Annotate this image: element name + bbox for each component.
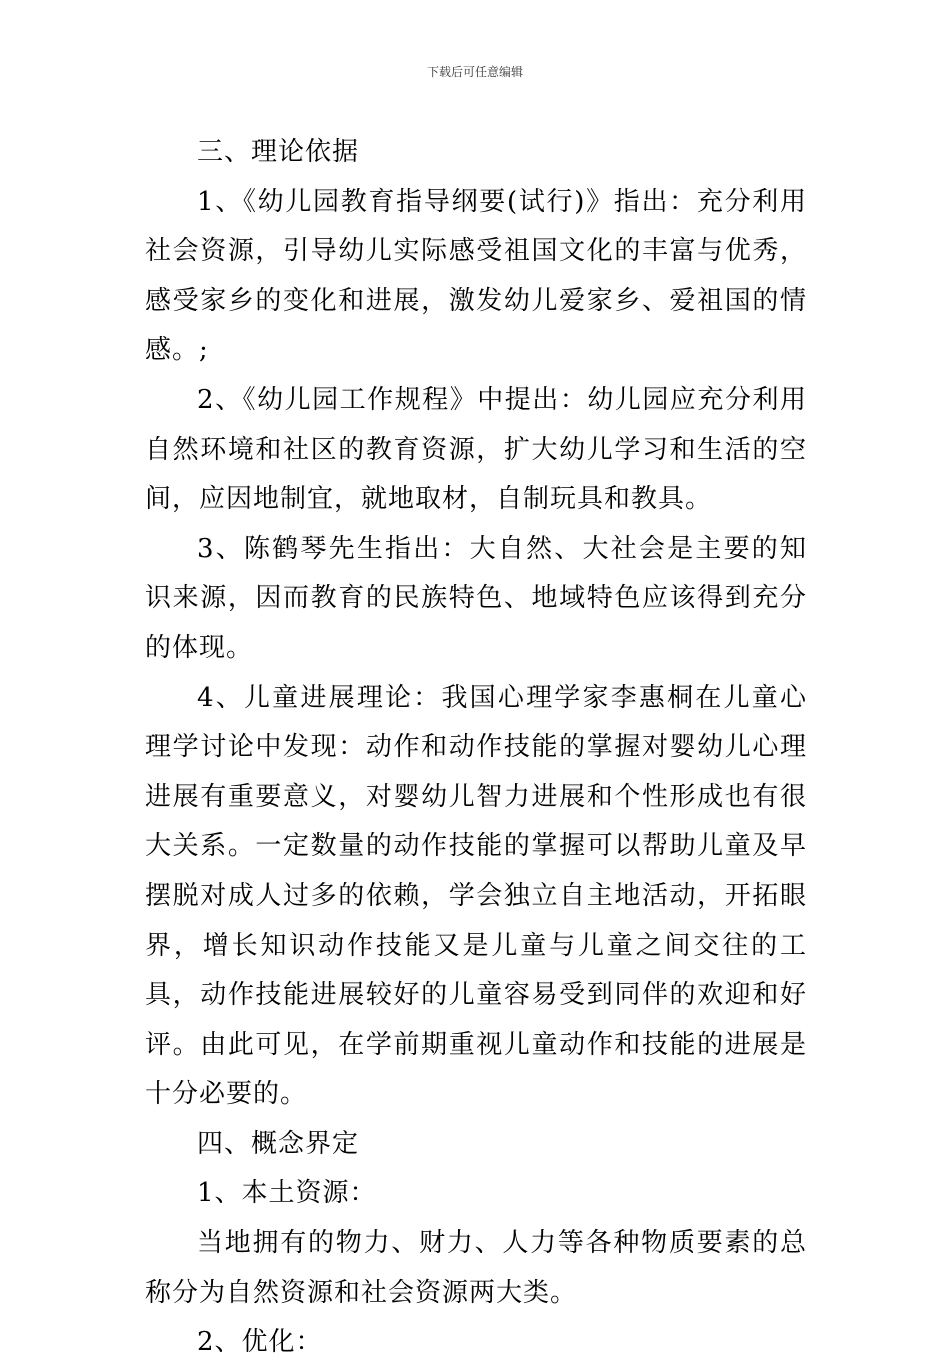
paragraph-item-1: 1、《幼儿园教育指导纲要(试行)》指出：充分利用社会资源，引导幼儿实际感受祖国文化的丰富与优秀，感受家乡的变化和进展，激发幼儿爱家乡、爱祖国的情感。; [145,186,807,366]
paragraph-item-2: 2、《幼儿园工作规程》中提出：幼儿园应充分利用自然环境和社区的教育资源，扩大幼儿学习和生活的空间，应因地制宜，就地取材，自制玩具和教具。 [145,384,807,515]
section-heading-theory-basis: 三、理论依据 [197,137,360,167]
subheading-optimization: 2、优化： [197,1327,323,1358]
page-header: 下载后可任意编辑 [426,65,523,79]
section-heading-concept-definition: 四、概念界定 [197,1128,360,1159]
paragraph-local-resources: 当地拥有的物力、财力、人力等各种物质要素的总称分为自然资源和社会资源两大类。 [145,1228,807,1308]
subheading-local-resources: 1、本土资源： [197,1178,377,1209]
document-body [145,128,807,1368]
paragraph-item-4: 4、儿童进展理论：我国心理学家李惠桐在儿童心理学讨论中发现：动作和动作技能的掌握对婴幼儿心理进展有重要意义，对婴幼儿智力进展和个性形成也有很大关系。一定数量的动作技能的掌握可以帮助儿童及早摆脱对成人过多的依赖，学会独立自主地活动，开拓眼界，增长知识动作技能又是儿童与儿童之间交往的工具，动作技能进展较好的儿童容易受到同伴的欢迎和好评。由此可见，在学前期重视儿童动作和技能的进展是十分必要的。 [145,682,807,1110]
paragraph-item-3: 3、陈鹤琴先生指出：大自然、大社会是主要的知识来源，因而教育的民族特色、地域特色应该得到充分的体现。 [145,533,807,663]
